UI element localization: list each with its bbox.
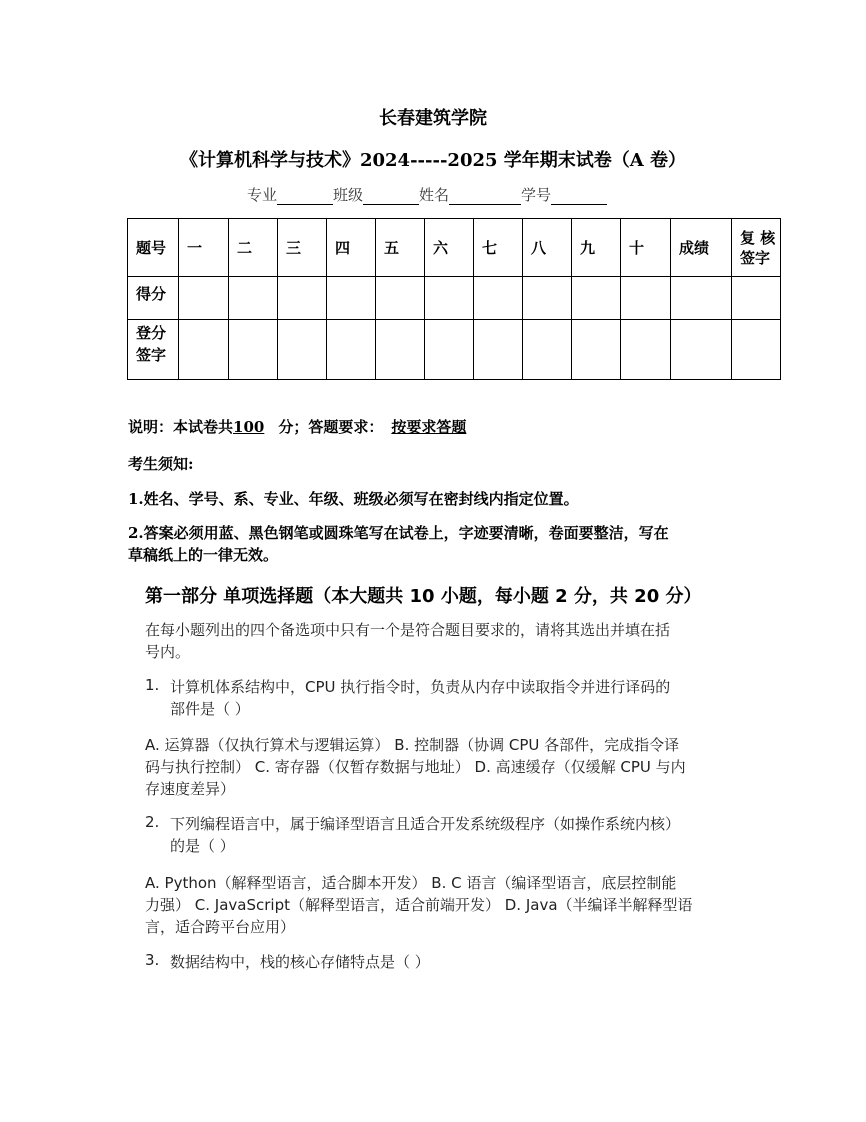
field-id: 学号: [521, 186, 552, 204]
score-cell[interactable]: [229, 277, 278, 320]
score-cell[interactable]: [671, 277, 732, 320]
row-label: 得分: [128, 277, 179, 320]
total-score: 100: [233, 418, 265, 436]
sign-cell[interactable]: [278, 320, 327, 380]
header-cell: 九: [572, 219, 621, 277]
option-line: 码与执行控制） C. 寄存器（仅暂存数据与地址） D. 高速缓存（仅缓解 CPU 与内: [145, 758, 686, 776]
school-name: 长春建筑学院: [379, 108, 487, 129]
stem-line: 计算机体系结构中，CPU 执行指令时，负责从内存中读取指令并进行译码的: [170, 678, 671, 696]
header-cell: 四: [327, 219, 376, 277]
field-major: 专业: [247, 186, 278, 204]
name-blank[interactable]: [449, 188, 521, 205]
sign-cell[interactable]: [376, 320, 425, 380]
question-1-options: [145, 734, 686, 800]
exam-title: 《计算机科学与技术》2024-----2025 学年期末试卷（A 卷）: [179, 150, 687, 171]
notice-title: 考生须知:: [128, 455, 194, 473]
score-cell[interactable]: [278, 277, 327, 320]
class-blank[interactable]: [363, 188, 419, 205]
header-cell: 一: [179, 219, 229, 277]
score-cell[interactable]: [732, 277, 781, 320]
option-line: 力强） C. JavaScript（解释型语言，适合前端开发） D. Java（半编译半解释型语: [145, 896, 693, 914]
score-cell[interactable]: [474, 277, 523, 320]
student-info-fields: [247, 184, 607, 205]
sign-cell[interactable]: [671, 320, 732, 380]
intro-line: 在每小题列出的四个备选项中只有一个是符合题目要求的，请将其选出并填在括: [145, 621, 671, 639]
header-cell: 七: [474, 219, 523, 277]
score-cell[interactable]: [523, 277, 572, 320]
field-class: 班级: [333, 186, 364, 204]
header-cell: 六: [425, 219, 474, 277]
sign-cell[interactable]: [474, 320, 523, 380]
header-cell: 八: [523, 219, 572, 277]
notice-line: 草稿纸上的一律无效。: [128, 546, 279, 564]
option-line: A. 运算器（仅执行算术与逻辑运算） B. 控制器（协调 CPU 各部件，完成指令译: [145, 736, 680, 754]
question-number: 3.: [145, 951, 160, 969]
question-2: [145, 813, 680, 857]
sign-cell[interactable]: [327, 320, 376, 380]
major-blank[interactable]: [277, 188, 333, 205]
table-header-row: [128, 219, 781, 277]
field-name: 姓名: [419, 186, 450, 204]
option-line: 存速度差异）: [145, 780, 236, 798]
notice-line: 2.答案必须用蓝、黑色钢笔或圆珠笔写在试卷上，字迹要清晰，卷面要整洁，写在: [128, 524, 669, 542]
section-heading: 第一部分 单项选择题（本大题共 10 小题，每小题 2 分，共 20 分）: [145, 586, 702, 607]
option-line: 言，适合跨平台应用）: [145, 918, 296, 936]
section-intro: [145, 619, 670, 663]
question-3: [145, 951, 430, 973]
header-cell: 成绩: [671, 219, 732, 277]
sign-cell[interactable]: [425, 320, 474, 380]
notice-1: 1.姓名、学号、系、专业、年级、班级必须写在密封线内指定位置。: [128, 490, 579, 508]
score-cell[interactable]: [572, 277, 621, 320]
score-table: [127, 218, 781, 380]
sign-cell[interactable]: [621, 320, 671, 380]
header-cell: 复 核 签字: [732, 219, 781, 277]
exam-note: [128, 416, 466, 437]
sign-cell[interactable]: [572, 320, 621, 380]
intro-line: 号内。: [145, 643, 191, 661]
header-cell: 二: [229, 219, 278, 277]
row-label: 登分 签字: [128, 320, 179, 380]
notice-2: [128, 522, 669, 566]
score-cell[interactable]: [327, 277, 376, 320]
score-cell[interactable]: [376, 277, 425, 320]
option-line: A. Python（解释型语言，适合脚本开发） B. C 语言（编译型语言，底层控制能: [145, 874, 677, 892]
question-number: 1.: [145, 676, 160, 694]
stem-line: 的是（ ）: [170, 837, 235, 855]
score-cell[interactable]: [621, 277, 671, 320]
note-mid: 分；答题要求：: [278, 418, 384, 436]
question-2-options: [145, 872, 693, 938]
sign-cell[interactable]: [523, 320, 572, 380]
question-number: 2.: [145, 813, 160, 831]
score-cell[interactable]: [425, 277, 474, 320]
header-cell: 十: [621, 219, 671, 277]
score-row: [128, 277, 781, 320]
header-cell: 五: [376, 219, 425, 277]
note-prefix: 说明：本试卷共: [128, 418, 234, 436]
stem-line: 数据结构中，栈的核心存储特点是（ ）: [170, 953, 430, 971]
header-cell: 三: [278, 219, 327, 277]
sign-cell[interactable]: [179, 320, 229, 380]
header-cell: 题号: [128, 219, 179, 277]
question-1: [145, 676, 670, 720]
stem-line: 部件是（ ）: [170, 700, 250, 718]
answer-requirement: 按要求答题: [391, 418, 467, 436]
id-blank[interactable]: [551, 188, 607, 205]
sign-cell[interactable]: [732, 320, 781, 380]
sign-cell[interactable]: [229, 320, 278, 380]
signature-row: [128, 320, 781, 380]
stem-line: 下列编程语言中，属于编译型语言且适合开发系统级程序（如操作系统内核）: [170, 815, 681, 833]
score-cell[interactable]: [179, 277, 229, 320]
